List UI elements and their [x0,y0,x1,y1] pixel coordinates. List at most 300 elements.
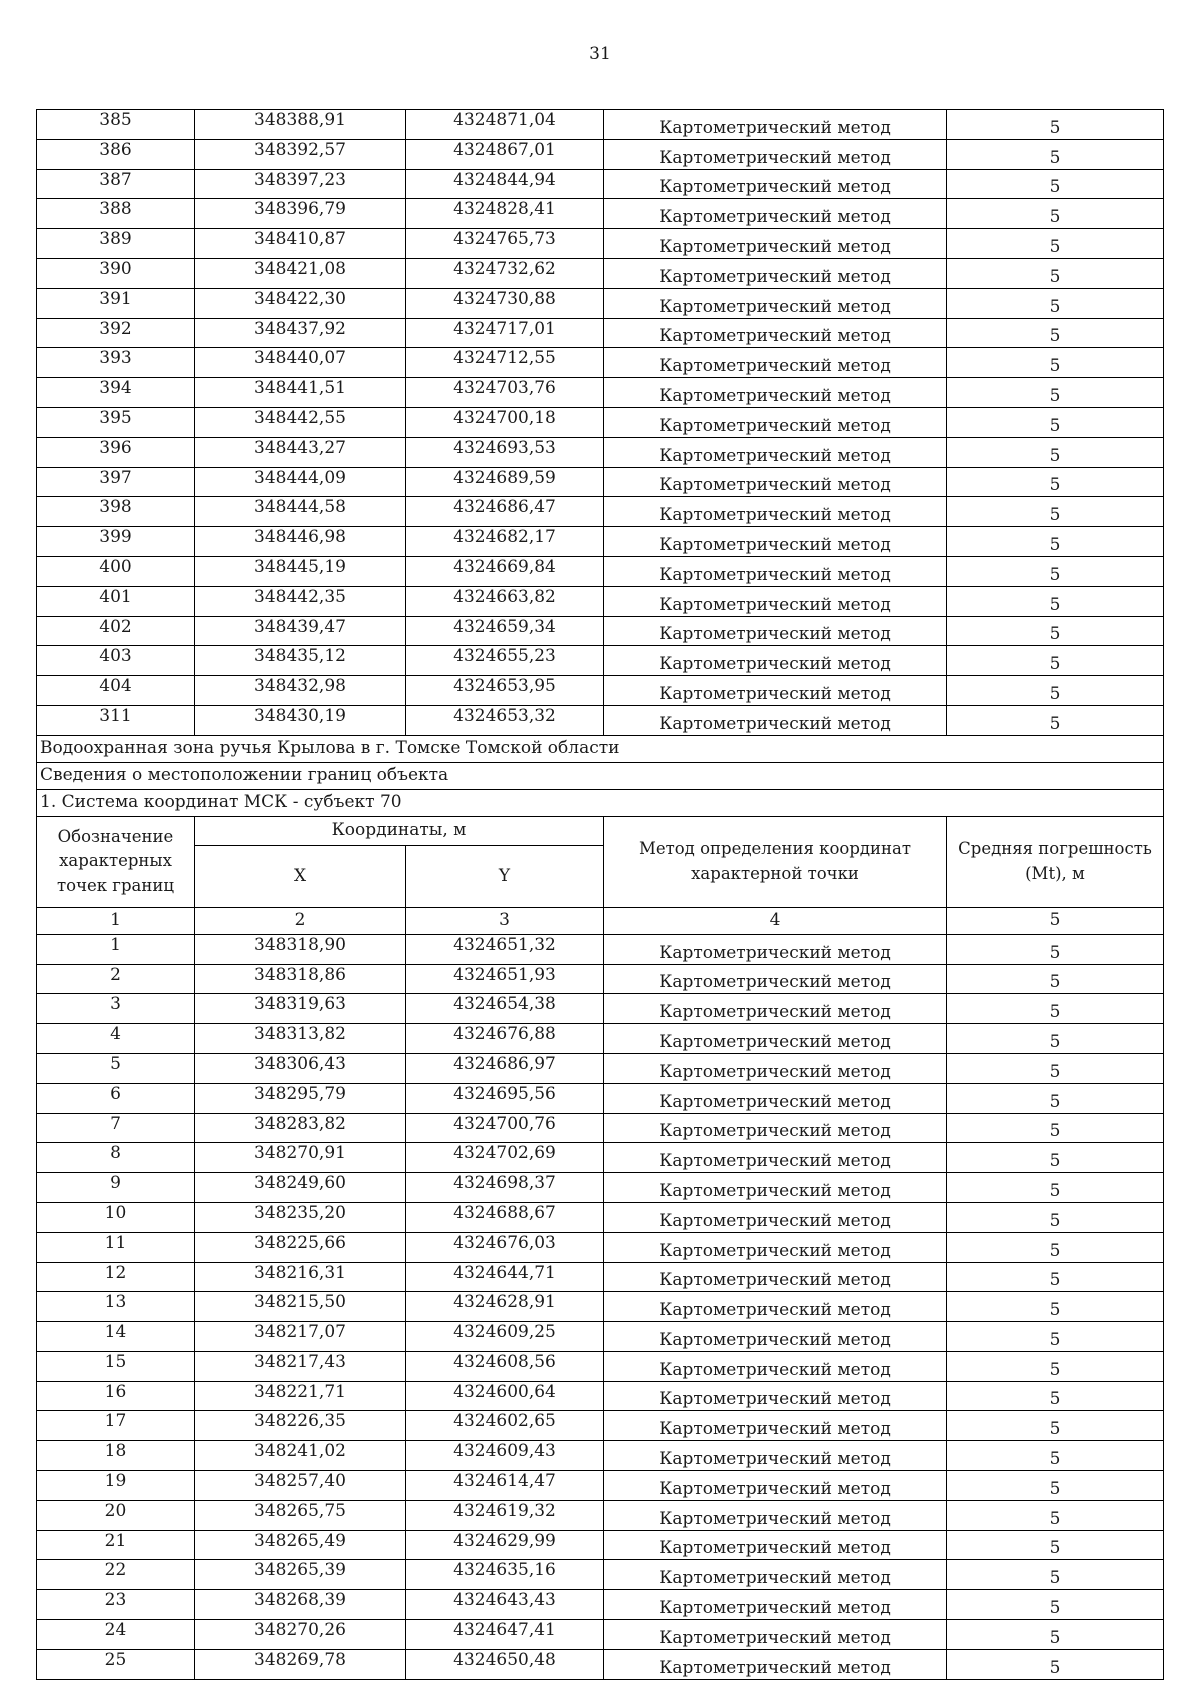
point-number-cell: 16 [37,1381,195,1411]
page-number: 31 [589,44,611,64]
method-cell: Картометрический метод [604,1292,947,1322]
error-cell: 5 [947,1113,1164,1143]
point-number-cell: 387 [37,169,195,199]
method-cell: Картометрический метод [604,705,947,735]
point-number-cell: 7 [37,1113,195,1143]
error-cell: 5 [947,288,1164,318]
error-cell: 5 [947,1500,1164,1530]
method-cell: Картометрический метод [604,1351,947,1381]
method-cell: Картометрический метод [604,497,947,527]
method-cell: Картометрический метод [604,1262,947,1292]
point-number-cell: 6 [37,1083,195,1113]
header-y: Y [406,845,604,907]
y-coordinate-cell: 4324765,73 [406,229,604,259]
method-cell: Картометрический метод [604,1441,947,1471]
error-cell: 5 [947,1351,1164,1381]
y-coordinate-cell: 4324600,64 [406,1381,604,1411]
error-cell: 5 [947,1530,1164,1560]
method-cell: Картометрический метод [604,1322,947,1352]
zone-title: Водоохранная зона ручья Крылова в г. Томске Томской области [37,735,1164,762]
point-number-cell: 394 [37,378,195,408]
table-row [37,1471,1164,1501]
y-coordinate-cell: 4324659,34 [406,616,604,646]
point-number-cell: 395 [37,407,195,437]
table-row [37,1620,1164,1650]
table-row [37,407,1164,437]
method-cell: Картометрический метод [604,348,947,378]
x-coordinate-cell: 348265,75 [195,1500,406,1530]
y-coordinate-cell: 4324867,01 [406,139,604,169]
table-row [37,467,1164,497]
error-cell: 5 [947,1202,1164,1232]
table-row [37,1351,1164,1381]
error-cell: 5 [947,964,1164,994]
y-coordinate-cell: 4324653,32 [406,705,604,735]
error-cell: 5 [947,994,1164,1024]
y-coordinate-cell: 4324629,99 [406,1530,604,1560]
header-row-1 [37,816,1164,845]
coord-system: 1. Система координат МСК - субъект 70 [37,789,1164,816]
table-row [37,139,1164,169]
method-cell: Картометрический метод [604,1024,947,1054]
error-cell: 5 [947,110,1164,140]
table-row [37,1590,1164,1620]
point-number-cell: 392 [37,318,195,348]
table-row [37,556,1164,586]
y-coordinate-cell: 4324682,17 [406,527,604,557]
y-coordinate-cell: 4324654,38 [406,994,604,1024]
header-coordinates: Координаты, м [195,816,604,845]
method-cell: Картометрический метод [604,288,947,318]
method-cell: Картометрический метод [604,199,947,229]
point-number-cell: 10 [37,1202,195,1232]
point-number-cell: 385 [37,110,195,140]
y-coordinate-cell: 4324655,23 [406,646,604,676]
method-cell: Картометрический метод [604,1381,947,1411]
y-coordinate-cell: 4324698,37 [406,1173,604,1203]
y-coordinate-cell: 4324653,95 [406,676,604,706]
error-cell: 5 [947,527,1164,557]
y-coordinate-cell: 4324871,04 [406,110,604,140]
point-number-cell: 19 [37,1471,195,1501]
x-coordinate-cell: 348269,78 [195,1649,406,1679]
error-cell: 5 [947,1471,1164,1501]
table-row [37,497,1164,527]
method-cell: Картометрический метод [604,1620,947,1650]
x-coordinate-cell: 348270,26 [195,1620,406,1650]
table-row [37,1292,1164,1322]
x-coordinate-cell: 348270,91 [195,1143,406,1173]
x-coordinate-cell: 348437,92 [195,318,406,348]
x-coordinate-cell: 348235,20 [195,1202,406,1232]
column-number: 4 [604,907,947,934]
point-number-cell: 12 [37,1262,195,1292]
y-coordinate-cell: 4324614,47 [406,1471,604,1501]
point-number-cell: 4 [37,1024,195,1054]
table-row [37,1143,1164,1173]
x-coordinate-cell: 348430,19 [195,705,406,735]
error-cell: 5 [947,437,1164,467]
method-cell: Картометрический метод [604,1411,947,1441]
error-cell: 5 [947,407,1164,437]
table-row [37,437,1164,467]
error-cell: 5 [947,1232,1164,1262]
y-coordinate-cell: 4324703,76 [406,378,604,408]
error-cell: 5 [947,705,1164,735]
y-coordinate-cell: 4324635,16 [406,1560,604,1590]
method-cell: Картометрический метод [604,1500,947,1530]
point-number-cell: 17 [37,1411,195,1441]
x-coordinate-cell: 348446,98 [195,527,406,557]
method-cell: Картометрический метод [604,1471,947,1501]
y-coordinate-cell: 4324732,62 [406,258,604,288]
method-cell: Картометрический метод [604,586,947,616]
y-coordinate-cell: 4324651,32 [406,934,604,964]
method-cell: Картометрический метод [604,1202,947,1232]
table-row [37,676,1164,706]
table-row [37,1262,1164,1292]
y-coordinate-cell: 4324643,43 [406,1590,604,1620]
error-cell: 5 [947,676,1164,706]
header-point-designation: Обозначение характерных точек границ [37,816,195,907]
table-row [37,705,1164,735]
point-number-cell: 399 [37,527,195,557]
point-number-cell: 22 [37,1560,195,1590]
table-row [37,1381,1164,1411]
x-coordinate-cell: 348397,23 [195,169,406,199]
zone-title-row [37,735,1164,762]
x-coordinate-cell: 348268,39 [195,1590,406,1620]
y-coordinate-cell: 4324663,82 [406,586,604,616]
x-coordinate-cell: 348265,39 [195,1560,406,1590]
point-number-cell: 9 [37,1173,195,1203]
error-cell: 5 [947,1590,1164,1620]
error-cell: 5 [947,1083,1164,1113]
table-row [37,1024,1164,1054]
method-cell: Картометрический метод [604,527,947,557]
y-coordinate-cell: 4324644,71 [406,1262,604,1292]
error-cell: 5 [947,258,1164,288]
point-number-cell: 397 [37,467,195,497]
x-coordinate-cell: 348249,60 [195,1173,406,1203]
method-cell: Картометрический метод [604,676,947,706]
x-coordinate-cell: 348318,86 [195,964,406,994]
point-number-cell: 25 [37,1649,195,1679]
x-coordinate-cell: 348306,43 [195,1053,406,1083]
table-row [37,1173,1164,1203]
boundaries-info: Сведения о местоположении границ объекта [37,762,1164,789]
table-row [37,1530,1164,1560]
point-number-cell: 403 [37,646,195,676]
x-coordinate-cell: 348388,91 [195,110,406,140]
error-cell: 5 [947,1441,1164,1471]
error-cell: 5 [947,1292,1164,1322]
method-cell: Картометрический метод [604,1083,947,1113]
boundaries-info-row [37,762,1164,789]
point-number-cell: 311 [37,705,195,735]
y-coordinate-cell: 4324608,56 [406,1351,604,1381]
y-coordinate-cell: 4324693,53 [406,437,604,467]
error-cell: 5 [947,1560,1164,1590]
x-coordinate-cell: 348313,82 [195,1024,406,1054]
method-cell: Картометрический метод [604,646,947,676]
y-coordinate-cell: 4324844,94 [406,169,604,199]
x-coordinate-cell: 348421,08 [195,258,406,288]
y-coordinate-cell: 4324686,47 [406,497,604,527]
point-number-cell: 20 [37,1500,195,1530]
y-coordinate-cell: 4324828,41 [406,199,604,229]
y-coordinate-cell: 4324695,56 [406,1083,604,1113]
table-row [37,586,1164,616]
x-coordinate-cell: 348392,57 [195,139,406,169]
error-cell: 5 [947,1262,1164,1292]
error-cell: 5 [947,1024,1164,1054]
point-number-cell: 398 [37,497,195,527]
table-row [37,1322,1164,1352]
error-cell: 5 [947,586,1164,616]
section-block [37,735,1164,934]
table2-body [37,934,1164,1679]
table-row [37,229,1164,259]
column-number: 3 [406,907,604,934]
x-coordinate-cell: 348442,55 [195,407,406,437]
method-cell: Картометрический метод [604,934,947,964]
y-coordinate-cell: 4324650,48 [406,1649,604,1679]
y-coordinate-cell: 4324651,93 [406,964,604,994]
y-coordinate-cell: 4324700,18 [406,407,604,437]
error-cell: 5 [947,1322,1164,1352]
method-cell: Картометрический метод [604,407,947,437]
error-cell: 5 [947,378,1164,408]
error-cell: 5 [947,169,1164,199]
error-cell: 5 [947,348,1164,378]
x-coordinate-cell: 348217,43 [195,1351,406,1381]
error-cell: 5 [947,616,1164,646]
method-cell: Картометрический метод [604,1590,947,1620]
point-number-cell: 11 [37,1232,195,1262]
point-number-cell: 391 [37,288,195,318]
table-row [37,527,1164,557]
x-coordinate-cell: 348396,79 [195,199,406,229]
x-coordinate-cell: 348295,79 [195,1083,406,1113]
method-cell: Картометрический метод [604,467,947,497]
x-coordinate-cell: 348439,47 [195,616,406,646]
x-coordinate-cell: 348217,07 [195,1322,406,1352]
x-coordinate-cell: 348410,87 [195,229,406,259]
x-coordinate-cell: 348221,71 [195,1381,406,1411]
table-row [37,318,1164,348]
table-row [37,1053,1164,1083]
error-cell: 5 [947,1173,1164,1203]
error-cell: 5 [947,556,1164,586]
x-coordinate-cell: 348432,98 [195,676,406,706]
point-number-cell: 18 [37,1441,195,1471]
column-number: 5 [947,907,1164,934]
error-cell: 5 [947,1620,1164,1650]
y-coordinate-cell: 4324686,97 [406,1053,604,1083]
method-cell: Картометрический метод [604,556,947,586]
method-cell: Картометрический метод [604,139,947,169]
table-row [37,616,1164,646]
method-cell: Картометрический метод [604,1530,947,1560]
table-row [37,378,1164,408]
column-number: 1 [37,907,195,934]
error-cell: 5 [947,199,1164,229]
y-coordinate-cell: 4324628,91 [406,1292,604,1322]
x-coordinate-cell: 348319,63 [195,994,406,1024]
table-row [37,1441,1164,1471]
table-row [37,1560,1164,1590]
error-cell: 5 [947,1411,1164,1441]
error-cell: 5 [947,229,1164,259]
x-coordinate-cell: 348444,58 [195,497,406,527]
error-cell: 5 [947,497,1164,527]
table-row [37,1113,1164,1143]
method-cell: Картометрический метод [604,1143,947,1173]
point-number-cell: 393 [37,348,195,378]
point-number-cell: 386 [37,139,195,169]
point-number-cell: 2 [37,964,195,994]
coordinates-table [36,109,1164,1680]
method-cell: Картометрический метод [604,437,947,467]
y-coordinate-cell: 4324609,43 [406,1441,604,1471]
point-number-cell: 402 [37,616,195,646]
y-coordinate-cell: 4324619,32 [406,1500,604,1530]
method-cell: Картометрический метод [604,1649,947,1679]
table-row [37,1411,1164,1441]
point-number-cell: 15 [37,1351,195,1381]
y-coordinate-cell: 4324689,59 [406,467,604,497]
y-coordinate-cell: 4324602,65 [406,1411,604,1441]
column-number: 2 [195,907,406,934]
method-cell: Картометрический метод [604,378,947,408]
header-method: Метод определения координат характерной точки [604,816,947,907]
method-cell: Картометрический метод [604,1113,947,1143]
table-row [37,348,1164,378]
x-coordinate-cell: 348444,09 [195,467,406,497]
x-coordinate-cell: 348442,35 [195,586,406,616]
point-number-cell: 389 [37,229,195,259]
point-number-cell: 8 [37,1143,195,1173]
point-number-cell: 24 [37,1620,195,1650]
x-coordinate-cell: 348225,66 [195,1232,406,1262]
y-coordinate-cell: 4324609,25 [406,1322,604,1352]
coord-system-row [37,789,1164,816]
method-cell: Картометрический метод [604,994,947,1024]
method-cell: Картометрический метод [604,258,947,288]
method-cell: Картометрический метод [604,616,947,646]
y-coordinate-cell: 4324676,03 [406,1232,604,1262]
error-cell: 5 [947,1381,1164,1411]
x-coordinate-cell: 348265,49 [195,1530,406,1560]
y-coordinate-cell: 4324702,69 [406,1143,604,1173]
y-coordinate-cell: 4324712,55 [406,348,604,378]
method-cell: Картометрический метод [604,318,947,348]
error-cell: 5 [947,1143,1164,1173]
table-row [37,1500,1164,1530]
x-coordinate-cell: 348443,27 [195,437,406,467]
point-number-cell: 13 [37,1292,195,1322]
point-number-cell: 400 [37,556,195,586]
method-cell: Картометрический метод [604,229,947,259]
point-number-cell: 388 [37,199,195,229]
point-number-cell: 1 [37,934,195,964]
y-coordinate-cell: 4324730,88 [406,288,604,318]
table-row [37,934,1164,964]
y-coordinate-cell: 4324676,88 [406,1024,604,1054]
table-row [37,1083,1164,1113]
x-coordinate-cell: 348216,31 [195,1262,406,1292]
point-number-cell: 23 [37,1590,195,1620]
y-coordinate-cell: 4324700,76 [406,1113,604,1143]
error-cell: 5 [947,646,1164,676]
method-cell: Картометрический метод [604,1232,947,1262]
table-row [37,199,1164,229]
table-row [37,169,1164,199]
y-coordinate-cell: 4324688,67 [406,1202,604,1232]
x-coordinate-cell: 348318,90 [195,934,406,964]
x-coordinate-cell: 348440,07 [195,348,406,378]
method-cell: Картометрический метод [604,1173,947,1203]
method-cell: Картометрический метод [604,1053,947,1083]
table-row [37,288,1164,318]
table-row [37,1202,1164,1232]
header-x: X [195,845,406,907]
point-number-cell: 14 [37,1322,195,1352]
x-coordinate-cell: 348422,30 [195,288,406,318]
point-number-cell: 396 [37,437,195,467]
y-coordinate-cell: 4324669,84 [406,556,604,586]
column-numbers-row [37,907,1164,934]
method-cell: Картометрический метод [604,964,947,994]
table-row [37,994,1164,1024]
table-row [37,964,1164,994]
error-cell: 5 [947,1649,1164,1679]
table-row [37,646,1164,676]
point-number-cell: 21 [37,1530,195,1560]
error-cell: 5 [947,1053,1164,1083]
x-coordinate-cell: 348435,12 [195,646,406,676]
point-number-cell: 404 [37,676,195,706]
point-number-cell: 3 [37,994,195,1024]
table1-body [37,110,1164,736]
method-cell: Картометрический метод [604,110,947,140]
point-number-cell: 401 [37,586,195,616]
x-coordinate-cell: 348226,35 [195,1411,406,1441]
table-row [37,110,1164,140]
table-row [37,1649,1164,1679]
error-cell: 5 [947,934,1164,964]
x-coordinate-cell: 348445,19 [195,556,406,586]
error-cell: 5 [947,318,1164,348]
header-error: Средняя погрешность (Mt), м [947,816,1164,907]
error-cell: 5 [947,467,1164,497]
point-number-cell: 5 [37,1053,195,1083]
x-coordinate-cell: 348215,50 [195,1292,406,1322]
y-coordinate-cell: 4324647,41 [406,1620,604,1650]
x-coordinate-cell: 348441,51 [195,378,406,408]
method-cell: Картометрический метод [604,1560,947,1590]
method-cell: Картометрический метод [604,169,947,199]
table-row [37,258,1164,288]
error-cell: 5 [947,139,1164,169]
table-row [37,1232,1164,1262]
x-coordinate-cell: 348241,02 [195,1441,406,1471]
x-coordinate-cell: 348257,40 [195,1471,406,1501]
y-coordinate-cell: 4324717,01 [406,318,604,348]
point-number-cell: 390 [37,258,195,288]
x-coordinate-cell: 348283,82 [195,1113,406,1143]
